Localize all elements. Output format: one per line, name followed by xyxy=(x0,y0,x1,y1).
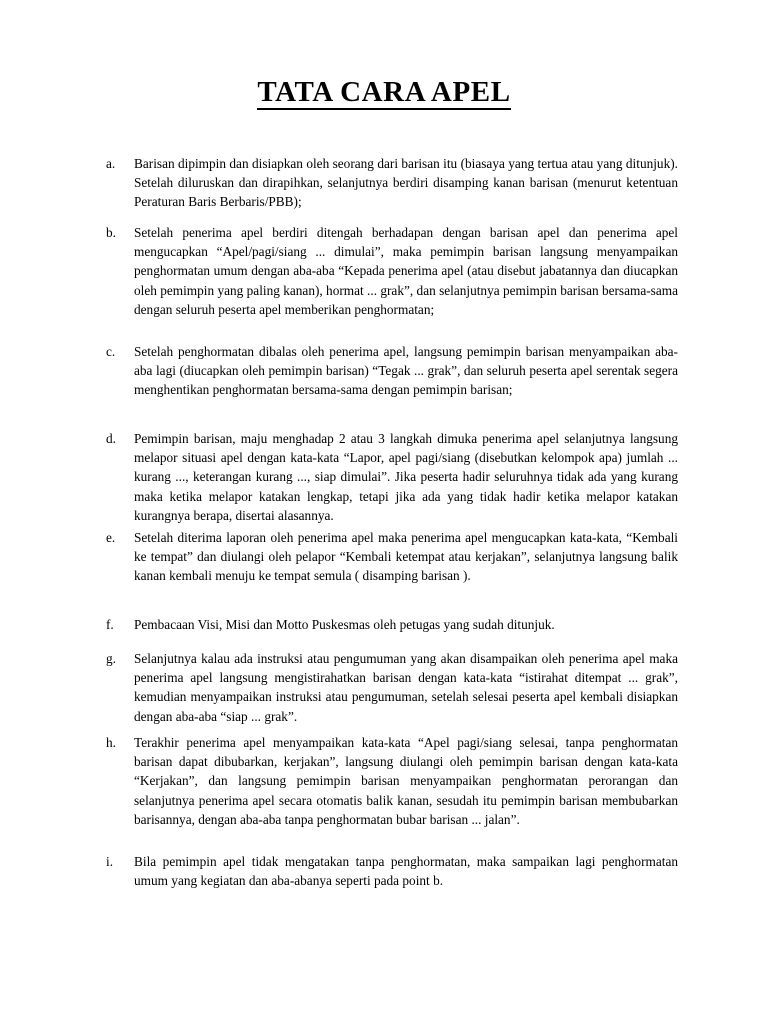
title-text: TATA CARA APEL xyxy=(257,76,511,108)
item-letter: i. xyxy=(106,854,114,869)
item-letter: f. xyxy=(106,617,114,632)
item-letter: c. xyxy=(106,344,116,359)
item-letter: g. xyxy=(106,651,116,666)
list-item-b xyxy=(106,223,678,319)
item-letter: b. xyxy=(106,225,116,240)
item-text: Setelah diterima laporan oleh penerima apel maka penerima apel mengucapkan kata-kata, “Kembali ke tempat” dan diulangi oleh pelapor “Kembali ketempat atau kerjakan”, selanjutnya langsung balik kanan kembali menuju ke tempat semula ( disamping barisan ). xyxy=(134,530,678,584)
item-text: Barisan dipimpin dan disiapkan oleh seorang dari barisan itu (biasaya yang tertua atau yang ditunjuk). Setelah diluruskan dan dirapihkan, selanjutnya berdiri disamping kanan barisan (menurut ketentuan Peraturan Baris Berbaris/PBB); xyxy=(134,156,678,210)
item-text: Bila pemimpin apel tidak mengatakan tanpa penghormatan, maka sampaikan lagi penghormatan umum yang kegiatan dan aba-abanya seperti pada point b. xyxy=(134,854,678,889)
list-item-f xyxy=(106,615,678,634)
list-item-h xyxy=(106,733,678,829)
item-letter: e. xyxy=(106,530,116,545)
document-title xyxy=(0,76,768,110)
item-text: Setelah penerima apel berdiri ditengah berhadapan dengan barisan apel dan penerima apel mengucapkan “Apel/pagi/siang ... dimulai”, maka pemimpin barisan langsung menyampaikan penghormatan umum dengan aba-aba “Kepada penerima apel (atau disebut jabatannya dan diucapkan oleh pemimpin yang paling kanan), hormat ... grak”, dan selanjutnya pemimpin barisan bersama-sama dengan seluruh peserta apel memberikan penghormatan; xyxy=(134,225,678,317)
item-letter: a. xyxy=(106,156,116,171)
list-item-c xyxy=(106,342,678,400)
item-text: Terakhir penerima apel menyampaikan kata-kata “Apel pagi/siang selesai, tanpa penghormatan barisan dapat dibubarkan, kerjakan”, langsung diulangi oleh pemimpin barisan dengan kata-kata “Kerjakan”, dan langsung pemimpin barisan menyampaikan penghormatan perorangan dan selanjutnya penerima apel secara otomatis balik kanan, sesudah itu pemimpin barisan membubarkan barisannya, dengan aba-aba tanpa penghormatan bubar barisan ... jalan”. xyxy=(134,735,678,827)
item-letter: h. xyxy=(106,735,116,750)
list-item-a xyxy=(106,154,678,212)
item-letter: d. xyxy=(106,431,116,446)
item-text: Selanjutnya kalau ada instruksi atau pengumuman yang akan disampaikan oleh penerima apel maka penerima apel langsung mengistirahatkan barisan dengan kata-kata “istirahat ditempat ... grak”, kemudian menyampaikan instruksi atau pengumuman, setelah selesai peserta apel kembali disiapkan dengan aba-aba “siap ... grak”. xyxy=(134,651,678,724)
item-text: Pemimpin barisan, maju menghadap 2 atau 3 langkah dimuka penerima apel selanjutnya langsung melapor situasi apel dengan kata-kata “Lapor, apel pagi/siang (disebutkan kelompok apa) jumlah ... kurang ..., keterangan kurang ..., siap dimulai”. Jika peserta hadir seluruhnya tidak ada yang kurang maka ketika melapor katakan lengkap, tetapi jika ada yang tidak hadir ketika melapor katakan kurangnya berapa, disertai alasannya. xyxy=(134,431,678,523)
list-item-d xyxy=(106,429,678,525)
list-item-i xyxy=(106,852,678,890)
list-item-e xyxy=(106,528,678,586)
item-text: Setelah penghormatan dibalas oleh penerima apel, langsung pemimpin barisan menyampaikan aba-aba lagi (diucapkan oleh pemimpin barisan) “Tegak ... grak”, dan seluruh peserta apel serentak segera menghentikan penghormatan bersama-sama dengan pemimpin barisan; xyxy=(134,344,678,398)
item-text: Pembacaan Visi, Misi dan Motto Puskesmas oleh petugas yang sudah ditunjuk. xyxy=(134,617,555,632)
list-item-g xyxy=(106,649,678,726)
